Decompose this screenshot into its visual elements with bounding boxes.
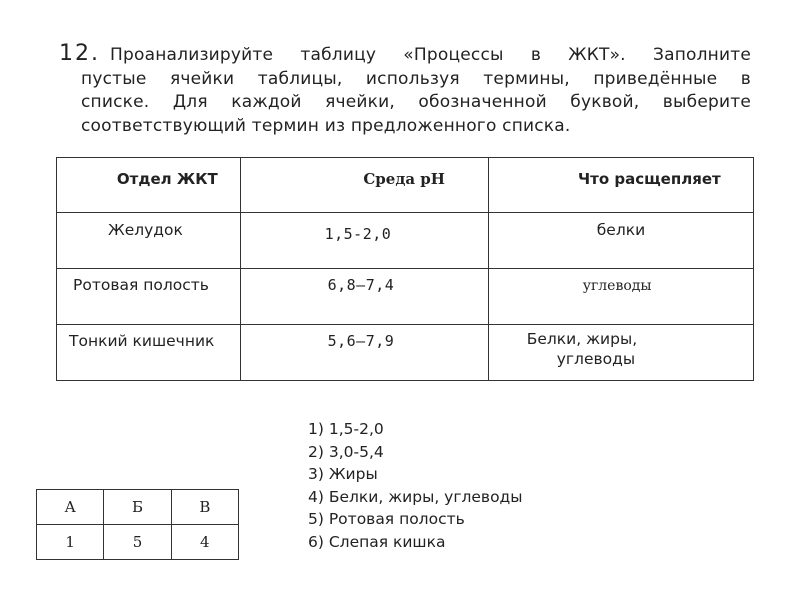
list-item: 4) Белки, жиры, углеводы <box>308 487 523 506</box>
answer-value-b: 5 <box>104 525 171 560</box>
cell-organ: Ротовая полость <box>57 269 241 325</box>
header-ph: Среда рН <box>240 158 488 213</box>
cell-ph: 6,8–7,4 <box>240 269 488 325</box>
cell-splits: белки <box>488 213 753 269</box>
cell-organ: Желудок <box>57 213 241 269</box>
answer-header-a: А <box>37 490 104 525</box>
table-row <box>57 269 754 325</box>
table-header-row <box>57 158 754 213</box>
list-item: 1) 1,5-2,0 <box>308 420 384 438</box>
list-item: 2) 3,0-5,4 <box>308 442 384 461</box>
options-list <box>308 418 523 554</box>
task-line-1: 12. Проанализируйте таблицу «Процессы в ЖКТ». Заполните <box>59 41 751 66</box>
task-line-2: пустые ячейки таблицы, используя термины, приведённые в <box>81 68 751 89</box>
answer-header-row <box>37 490 239 525</box>
digestion-table <box>56 157 754 381</box>
cell-splits: углеводы <box>488 269 753 325</box>
table-row <box>57 213 754 269</box>
answer-value-v: 4 <box>171 525 238 560</box>
list-item: 3) Жиры <box>308 465 378 484</box>
cell-organ: Тонкий кишечник <box>57 325 241 381</box>
answer-header-b: Б <box>104 490 171 525</box>
list-item: 6) Слепая кишка <box>308 532 446 551</box>
task-line-4: соответствующий термин из предложенного списка. <box>81 115 571 136</box>
answer-table <box>36 489 239 560</box>
answer-header-v: В <box>171 490 238 525</box>
task-number: 12. <box>59 41 100 66</box>
cell-splits: Белки, жиры, углеводы <box>488 325 753 381</box>
table-row <box>57 325 754 381</box>
answer-value-row <box>37 525 239 560</box>
cell-ph: 1,5-2,0 <box>240 213 488 269</box>
task-line-3: списке. Для каждой ячейки, обозначенной буквой, выберите <box>81 92 751 112</box>
answer-value-a: 1 <box>37 525 104 560</box>
cell-ph: 5,6–7,9 <box>240 325 488 381</box>
task-text <box>59 42 751 138</box>
header-splits: Что расщепляет <box>488 158 753 213</box>
list-item: 5) Ротовая полость <box>308 510 465 529</box>
header-organ: Отдел ЖКТ <box>57 158 241 213</box>
